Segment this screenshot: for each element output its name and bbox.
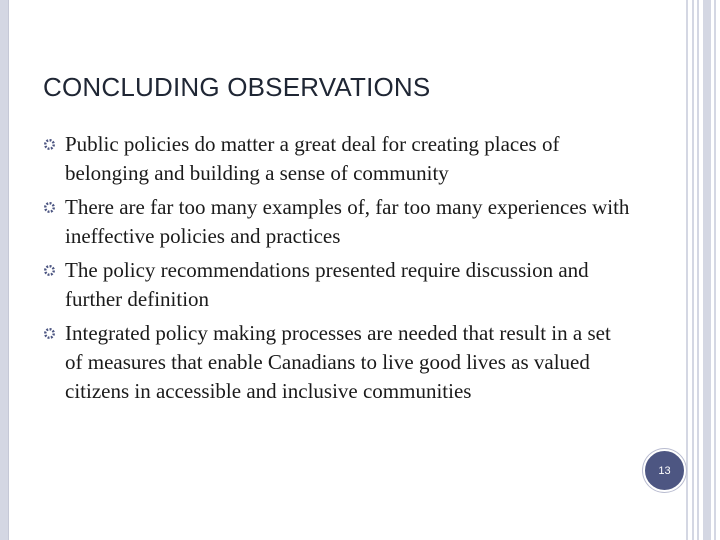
bullet-item: [43, 130, 633, 188]
right-decorative-stripes: [680, 0, 720, 540]
bullet-text: There are far too many examples of, far too many experiences with ineffective policies and practices: [65, 195, 630, 248]
bullet-text: The policy recommendations presented require discussion and further definition: [65, 258, 589, 311]
stripe-line: [692, 0, 694, 540]
stripe-line: [714, 0, 716, 540]
gear-bullet-icon: [43, 201, 56, 214]
bullet-item: [43, 319, 633, 406]
gear-bullet-icon: [43, 327, 56, 340]
bullet-item: [43, 193, 633, 251]
left-decorative-bar: [0, 0, 9, 540]
gear-bullet-icon: [43, 138, 56, 151]
stripe-line: [697, 0, 699, 540]
stripe-line: [686, 0, 688, 540]
bullet-text: Public policies do matter a great deal for creating places of belonging and building a sense of community: [65, 132, 560, 185]
gear-bullet-icon: [43, 264, 56, 277]
bullet-list: [43, 130, 633, 411]
bullet-text: Integrated policy making processes are needed that result in a set of measures that enable Canadians to live good lives as valued citizens in accessible and inclusive communities: [65, 321, 611, 403]
bullet-item: [43, 256, 633, 314]
stripe-line: [703, 0, 711, 540]
page-number-badge: 13: [643, 449, 686, 492]
slide-title: CONCLUDING OBSERVATIONS: [43, 72, 431, 102]
